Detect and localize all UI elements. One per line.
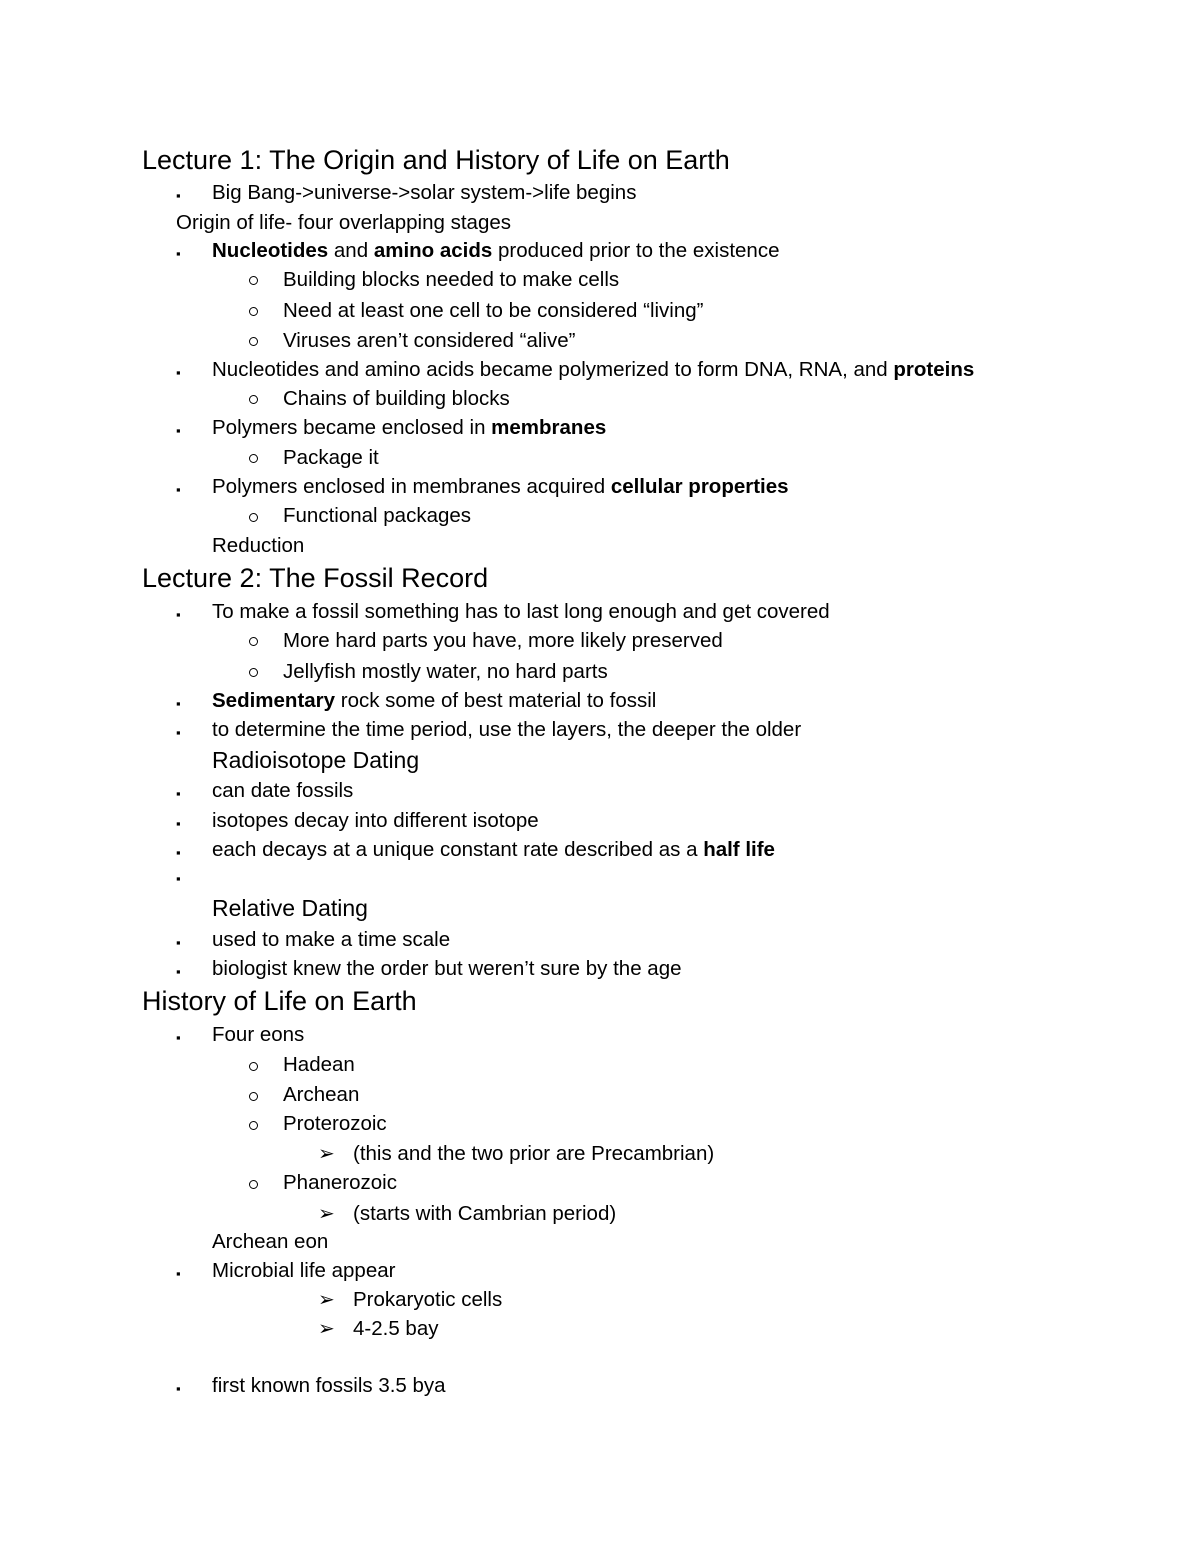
text-run: each decays at a unique constant rate described as a <box>212 838 704 861</box>
square-bullet-icon: ▪ <box>176 607 181 622</box>
paragraph: Origin of life- four overlapping stages <box>176 211 512 234</box>
square-bullet-icon: ▪ <box>176 816 181 831</box>
note-item: (this and the two prior are Precambrian) <box>353 1142 715 1165</box>
bold-term: Sedimentary <box>212 689 336 712</box>
square-bullet-icon: ▪ <box>176 365 181 380</box>
list-item: used to make a time scale <box>212 928 451 951</box>
circle-bullet-icon <box>249 1121 258 1130</box>
sub-list-item: Archean <box>283 1083 360 1106</box>
square-bullet-icon: ▪ <box>176 482 181 497</box>
circle-bullet-icon <box>249 1092 258 1101</box>
sub-list-item: Viruses aren’t considered “alive” <box>283 329 576 352</box>
list-item: To make a fossil something has to last long enough and get covered <box>212 600 830 623</box>
sub-list-item: Building blocks needed to make cells <box>283 268 620 291</box>
circle-bullet-icon <box>249 1180 258 1189</box>
text-run: Polymers became enclosed in <box>212 416 492 439</box>
bold-term: membranes <box>491 416 607 439</box>
list-item <box>212 358 974 382</box>
square-bullet-icon: ▪ <box>176 1030 181 1045</box>
square-bullet-icon: ▪ <box>176 696 181 711</box>
list-item: can date fossils <box>212 779 354 802</box>
bold-term: amino acids <box>373 239 493 262</box>
arrow-bullet-icon: ➢ <box>318 1318 335 1340</box>
sub-list-item: Need at least one cell to be considered “living” <box>283 299 704 322</box>
list-item: Microbial life appear <box>212 1259 396 1282</box>
square-bullet-icon: ▪ <box>176 725 181 740</box>
square-bullet-icon: ▪ <box>176 786 181 801</box>
text-run: Polymers enclosed in membranes acquired <box>212 475 611 498</box>
list-item: to determine the time period, use the layers, the deeper the older <box>212 718 802 741</box>
list-item: first known fossils 3.5 bya <box>212 1374 446 1397</box>
text-run: produced prior to the existence <box>492 239 780 262</box>
lecture1-title: Lecture 1: The Origin and History of Life on Earth <box>142 145 730 175</box>
lecture2-title: Lecture 2: The Fossil Record <box>142 563 489 593</box>
square-bullet-icon: ▪ <box>176 871 181 886</box>
sub-list-item: Package it <box>283 446 379 469</box>
history-title: History of Life on Earth <box>142 986 417 1016</box>
bold-term: cellular properties <box>610 475 789 498</box>
relative-dating-heading: Relative Dating <box>212 895 368 921</box>
square-bullet-icon: ▪ <box>176 1266 181 1281</box>
circle-bullet-icon <box>249 1062 258 1071</box>
circle-bullet-icon <box>249 395 258 404</box>
square-bullet-icon: ▪ <box>176 935 181 950</box>
square-bullet-icon: ▪ <box>176 964 181 979</box>
sub-list-item: Hadean <box>283 1053 355 1076</box>
text-run: Nucleotides and amino acids became polymerized to form DNA, RNA, and <box>212 358 894 381</box>
circle-bullet-icon <box>249 637 258 646</box>
list-item <box>212 838 775 862</box>
sub-list-item: Functional packages <box>283 504 472 527</box>
square-bullet-icon: ▪ <box>176 845 181 860</box>
sub-list-item: Phanerozoic <box>283 1171 397 1194</box>
list-item <box>212 689 656 713</box>
sub-list-item: Proterozoic <box>283 1112 387 1135</box>
circle-bullet-icon <box>249 513 258 522</box>
list-item: isotopes decay into different isotope <box>212 809 539 832</box>
circle-bullet-icon <box>249 307 258 316</box>
sub-list-item: More hard parts you have, more likely preserved <box>283 629 723 652</box>
note-item: Prokaryotic cells <box>353 1288 503 1311</box>
circle-bullet-icon <box>249 668 258 677</box>
bold-term: Nucleotides <box>212 239 329 262</box>
list-item: Big Bang->universe->solar system->life begins <box>212 181 637 204</box>
list-item: biologist knew the order but weren’t sure by the age <box>212 957 682 980</box>
list-item <box>212 475 789 499</box>
circle-bullet-icon <box>249 454 258 463</box>
circle-bullet-icon <box>249 337 258 346</box>
note-item: 4-2.5 bay <box>353 1317 439 1340</box>
paragraph: Archean eon <box>212 1230 329 1253</box>
note-item: (starts with Cambrian period) <box>353 1202 617 1225</box>
square-bullet-icon: ▪ <box>176 246 181 261</box>
bold-term: half life <box>703 838 775 861</box>
text-run: rock some of best material to fossil <box>335 689 657 712</box>
list-item <box>212 239 779 263</box>
sub-list-item: Chains of building blocks <box>283 387 510 410</box>
list-item <box>212 416 606 440</box>
arrow-bullet-icon: ➢ <box>318 1143 335 1165</box>
list-item: Four eons <box>212 1023 305 1046</box>
arrow-bullet-icon: ➢ <box>318 1203 335 1225</box>
paragraph: Reduction <box>212 534 305 557</box>
square-bullet-icon: ▪ <box>176 1381 181 1396</box>
sub-list-item: Jellyfish mostly water, no hard parts <box>283 660 608 683</box>
radioisotope-heading: Radioisotope Dating <box>212 747 420 773</box>
square-bullet-icon: ▪ <box>176 188 181 203</box>
square-bullet-icon: ▪ <box>176 423 181 438</box>
text-run: and <box>328 239 374 262</box>
arrow-bullet-icon: ➢ <box>318 1289 335 1311</box>
bold-term: proteins <box>893 358 975 381</box>
circle-bullet-icon <box>249 276 258 285</box>
